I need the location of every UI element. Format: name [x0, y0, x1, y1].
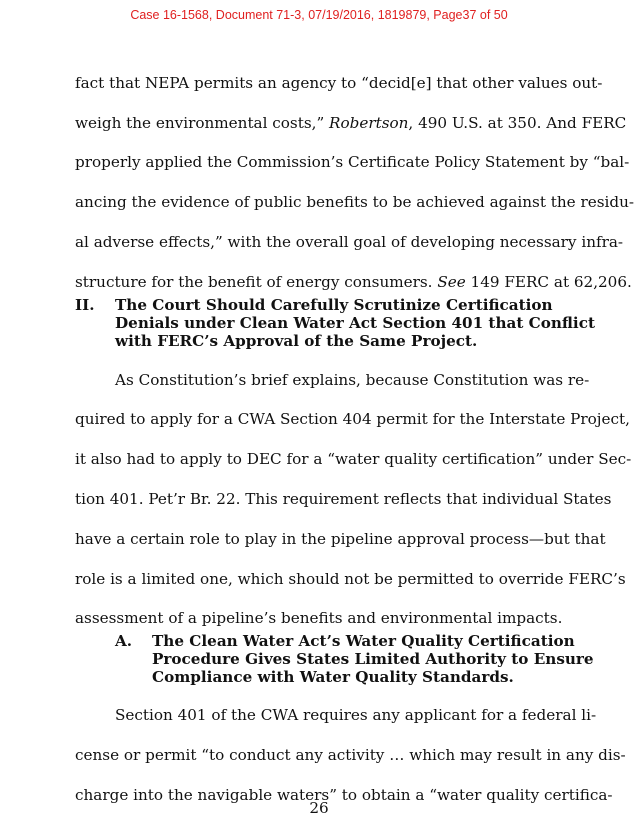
- citation-signal: See: [437, 273, 466, 291]
- text-segment: structure for the benefit of energy consumers.: [75, 273, 438, 291]
- paragraph-2-line: quired to apply for a CWA Section 404 permit for the Interstate Project,: [75, 410, 630, 428]
- text-segment: , 490 U.S. at 350. And FERC: [408, 114, 627, 132]
- section-ii-heading-line: with FERC’s Approval of the Same Project.: [115, 332, 478, 350]
- paragraph-1-line: ancing the evidence of public benefits to be achieved against the residu-: [75, 193, 635, 211]
- section-ii-heading-line: The Court Should Carefully Scrutinize Certification: [115, 296, 553, 314]
- paragraph-1-line: [75, 114, 627, 132]
- paragraph-1-line: al adverse effects,” with the overall goal of developing necessary infra-: [75, 233, 624, 251]
- paragraph-3-line: Section 401 of the CWA requires any applicant for a federal li-: [115, 706, 597, 724]
- text-segment: weigh the environmental costs,”: [75, 114, 330, 132]
- section-ii-label: II.: [75, 296, 95, 314]
- section-ii-heading-line: Denials under Clean Water Act Section 401 that Conflict: [115, 314, 595, 332]
- page-number: 26: [309, 799, 329, 817]
- paragraph-2-line: have a certain role to play in the pipeline approval process—but that: [75, 530, 606, 548]
- paragraph-2-line: As Constitution’s brief explains, because Constitution was re-: [115, 371, 590, 389]
- paragraph-3-line: cense or permit “to conduct any activity … which may result in any dis-: [75, 746, 626, 764]
- section-a-heading-line: Compliance with Water Quality Standards.: [152, 668, 514, 686]
- text-segment: 149 FERC at 62,206.: [465, 273, 632, 291]
- section-a-heading-line: The Clean Water Act’s Water Quality Certification: [152, 632, 575, 650]
- paragraph-1-line: fact that NEPA permits an agency to “decid[e] that other values out-: [75, 74, 603, 92]
- paragraph-1-line: [75, 273, 632, 291]
- section-a-heading-line: Procedure Gives States Limited Authority to Ensure: [152, 650, 594, 668]
- case-citation: Robertson: [329, 114, 409, 132]
- paragraph-1-line: properly applied the Commission’s Certificate Policy Statement by “bal-: [75, 153, 630, 171]
- paragraph-2-line: tion 401. Pet’r Br. 22. This requirement reflects that individual States: [75, 490, 612, 508]
- paragraph-2-line: role is a limited one, which should not be permitted to override FERC’s: [75, 570, 626, 588]
- paragraph-3-line: charge into the navigable waters” to obtain a “water quality certifica-: [75, 786, 613, 804]
- paragraph-2-line: assessment of a pipeline’s benefits and environmental impacts.: [75, 609, 563, 627]
- document-header: Case 16-1568, Document 71-3, 07/19/2016, 1819879, Page37 of 50: [130, 8, 508, 22]
- paragraph-2-line: it also had to apply to DEC for a “water quality certification” under Sec-: [75, 450, 632, 468]
- section-a-label: A.: [115, 632, 133, 650]
